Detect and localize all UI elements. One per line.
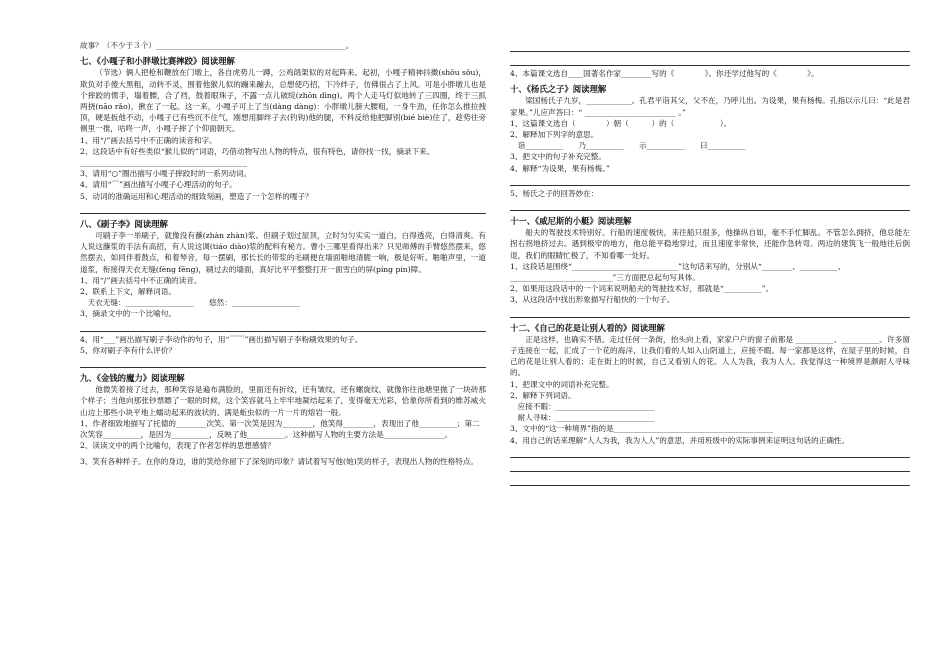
question-line: 4、用自己的话来理解“人人为我，我为人人”的意思，并用班级中的实际事例来证明这句话的正确性。: [510, 435, 850, 445]
question-line: 3、从这段话中找出形象描写行船快的一个句子。: [510, 295, 675, 305]
question-line: 5、杨氏之子的回答妙在：: [510, 188, 599, 198]
answer-line[interactable]: [510, 174, 910, 186]
question-line: 5、你对刷子李有什么评价？: [80, 345, 176, 355]
answer-line[interactable]: [80, 356, 486, 368]
question-line: 3、请用“○”圈出描写小嘎子摔跤时的一系列动词。: [80, 169, 252, 179]
question-line: 4、用“___”画出描写刷子李动作的句子，用“﹋﹋”画出描写刷子李粉刷效果的句子。: [80, 334, 363, 344]
answer-line[interactable]: [80, 202, 486, 214]
section-heading: 十一、《威尼斯的小艇》阅读理解: [510, 216, 632, 227]
question-line: 2、读读文中的两个比喻句，表现了作者怎样的思想感情？: [80, 441, 275, 451]
question-line: 1、作者细致地描写了托德的________次笑。第一次笑是因为________，他笑得________，表现出了他__________；第二次笑容__________，是因为__________，反映了他__________。这种描写人物的主要方法是________________。: [80, 418, 480, 440]
question-line: 4、本篇课文选自____国著名作家________写的《 》。你还学过他写的《 》。: [510, 69, 819, 78]
question-line: 耐人寻味：__________________________: [510, 413, 655, 423]
question-line: 5、动词的准确运用和心理活动的细致刻画，塑造了一个怎样的嘎子？: [80, 191, 313, 201]
right-column: [510, 40, 910, 488]
question-line: 2、联系上下文，解释词语。: [80, 287, 176, 297]
question-line: 天衣无缝：__________________ 悠然：__________________: [80, 298, 301, 308]
answer-line[interactable]: [510, 306, 910, 318]
question-line: 4、请用“﹋”画出描写小嘎子心理活动的句子。: [80, 180, 237, 190]
question-line: 3、把文中的句子补充完整。: [510, 152, 606, 162]
question-line: 1、用“/”画去括号中不正确的读音和字。: [80, 135, 217, 145]
section-heading: 八、《刷子李》阅读理解: [80, 218, 168, 229]
question-line: 3、笑有各种样子。在你的身边，谁的笑给你留下了深刻的印象？请试着写写他(她)笑的样子，表现出人物的性格特点。: [80, 456, 479, 466]
answer-line[interactable]: [510, 40, 910, 52]
passage-paragraph: 正是这样，也确实不错。走过任何一条街，抬头向上看，家家户户的窗子前都是 __________、__________。许多窗子连接在一起，汇成了一个花的海洋，让我们看的人如入山阴道上，应接不暇。每一家都是这样，在屋子里的时候，自己的花是让别人看的；走在街上的时候，自己又看别人的花。人人为我，我为人人。我觉得这一种境界是颇耐人寻味的。: [510, 334, 910, 378]
question-line: 1、把课文中的词语补充完整。: [510, 379, 614, 389]
answer-line[interactable]: [510, 474, 910, 486]
answer-line[interactable]: [510, 54, 910, 66]
answer-line[interactable]: [510, 199, 910, 211]
section-heading: 十二、《自己的花是让别人看的》阅读理解: [510, 322, 665, 333]
answer-line[interactable]: [510, 460, 910, 472]
question-line: 1、用“/”画去括号中不正确的读音。: [80, 275, 202, 285]
question-line: 2、这段话中有好些类似“猴儿似的”词语，巧借动物写出人物的特点，很有特色，请你找一找，摘录下来。____________________________________________: [80, 146, 435, 168]
question-line: 应接不暇：__________________________: [510, 402, 655, 412]
question-line: 诣__________ 乃__________ 示__________ 曰__________: [510, 141, 746, 151]
question-line: 2、如果用这段话中的一个词来说明船夫的驾驶技术好，那就是“__________”。: [510, 284, 774, 294]
passage-paragraph: 他微笑着接了过去，那种笑容是遍布满脸的，里面还有折纹，还有皱纹，还有螺旋纹，就像你往池塘里抛了一块砖那个样子；当他向那张钞票瞟了一眼的时候，这个笑容就马上牢牢地凝结起来了，变得毫无光彩，恰象你所看到的维苏威火山边上那些小块平地上蠕动起来的波状的、满是蚯虫似的一片一片的熔岩一般。: [80, 385, 486, 417]
question-line: 3、摘录文中的一个比喻句。: [80, 309, 176, 319]
question-line: 4、解释“为设果，果有杨梅。”: [510, 163, 610, 173]
passage-paragraph: 梁国杨氏子九岁，____________。孔君平诣其父，父不在，乃呼儿出。为设果，果有杨梅。孔指以示儿曰：“此是君家果。”儿应声答曰：“ ________________________ 。”: [510, 96, 910, 117]
passage-paragraph: 可刷子李一举刷子，就像没有蘸(zhàn zhàn)浆。但刷子划过屋顶，立时匀匀实实一道白，白得透亮，白得清爽。有人说这蘸浆的手法有高招，有人说这调(tiáo diào)浆的配料有秘方。曹小三哪里看得出来？只见师傅的手臂悠然摆来，悠然摆去，如同伴着鼓点，和着琴音，每一摆刷，那长长的带浆的毛刷便在墙面啪地清脆一响，极是好听。啪啪声里，一道道浆，衔接得天衣无缝(fèng fēng)，刷过去的墙面，真好比平平整整打开一面雪白的屏(píng pín)障。: [80, 231, 486, 274]
question-line: 故事？（不少于３个）__________________________________________________。: [80, 41, 354, 50]
question-line: 1、这篇课文选自（ ）朝（ ）的（ ）。: [510, 118, 732, 128]
passage-paragraph: 船夫的驾驶技术特别好。行船的速度极快，来往船只很多，他操纵自如，毫不手忙脚乱。不管怎么拥挤，他总能左拐右拐地挤过去。遇到极窄的地方，他总能平稳地穿过，而且速度非常快，还能作急转弯。两边的建筑飞一般地往后倒退，我们的眼睛忙极了，不知看哪一处好。: [510, 228, 910, 260]
question-line: 2、解释加下列字的意思。: [510, 130, 599, 140]
answer-line[interactable]: [510, 446, 910, 458]
section-heading: 十、《杨氏之子》阅读理解: [510, 84, 607, 95]
left-column: [80, 40, 486, 467]
section-heading: 九、《金钱的魔力》阅读理解: [80, 373, 185, 384]
question-line: 1、这段话是围绕“____________________________”这句话来写的，分别从“________、__________、___________________________”三方面把总起句写具体。: [510, 261, 846, 283]
passage-paragraph: （节选）俩人把枪和鞭放在门墩上，各自虎势儿一蹲，公鸡鹐架似的对起阵来。起初，小嘎子精神抖擞(shōu sǒu)，欺负对手傻大黑粗，动转不灵，围着他猴儿似的蹦来蹦去，总想使巧招，下冷绊子，仿佛很占了上风。可是小胖墩儿也是个摔跤的惯手，塌着腰，合了裆，鼓着眼珠子，不露一点儿破绽(zhōn dìng)。两个人走马灯似地转了三四圈，终于三抓两挠(nāo rǎo)，揪在了一起。这一来，小嘎子可上了当(dàng dàng)：小胖墩儿膀大腰粗，一身牛劲，任你怎么推拉拽顶，硬是扳他不动，小嘎子已有些沉不住气，刚想用脚绊子去(钓钩)他的腿，不料反给他把脚别(bié biè)住了，趁势往旁侧里一推，咕咚一声，小嘎子摔了个仰面朝天。: [80, 68, 486, 134]
question-line: 3、文中的“这一种境界”指的是__________________________________________: [510, 424, 774, 434]
question-line: 2、解释下列词语。: [510, 390, 576, 400]
section-heading: 七、《小嘎子和小胖墩比赛摔跤》阅读理解: [80, 56, 235, 67]
answer-line[interactable]: [80, 320, 486, 332]
